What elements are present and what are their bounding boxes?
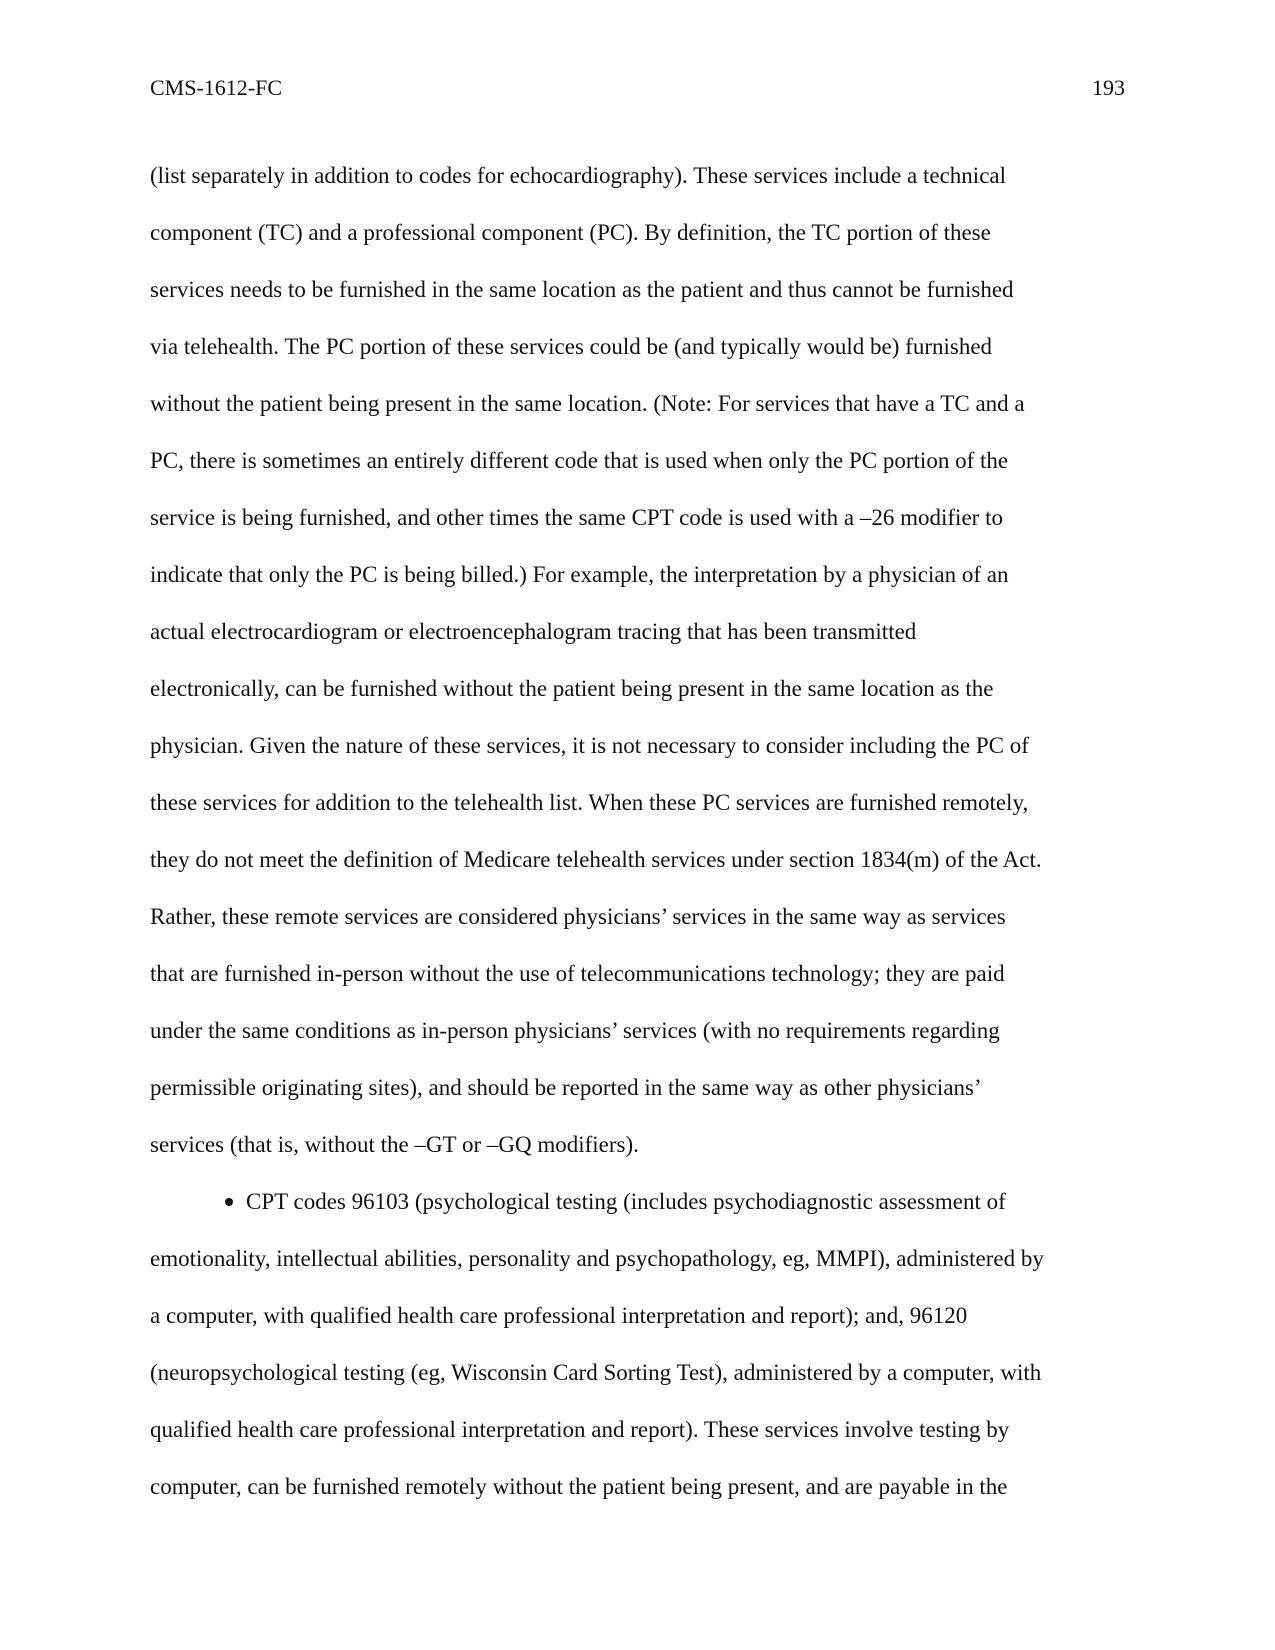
bullet-first-line [150, 1173, 1150, 1230]
text-line: without the patient being present in the same location. (Note: For services that have a TC and a [150, 391, 1025, 416]
text-line: computer, can be furnished remotely without the patient being present, and are payable in the [150, 1474, 1008, 1499]
text-line: under the same conditions as in-person physicians’ services (with no requirements regarding [150, 1018, 1000, 1043]
document-id: CMS-1612-FC [150, 75, 283, 100]
text-line: (list separately in addition to codes for echocardiography). These services include a technical [150, 163, 1006, 188]
bullet-item [150, 1173, 1150, 1515]
text-line: CPT codes 96103 (psychological testing (includes psychodiagnostic assessment of [246, 1189, 1006, 1214]
text-line: actual electrocardiogram or electroencephalogram tracing that has been transmitted [150, 619, 917, 644]
text-line: services (that is, without the –GT or –GQ modifiers). [150, 1132, 639, 1157]
text-line: service is being furnished, and other times the same CPT code is used with a –26 modifier to [150, 505, 1003, 530]
text-line: they do not meet the definition of Medicare telehealth services under section 1834(m) of the Act. [150, 847, 1042, 872]
text-line: PC, there is sometimes an entirely different code that is used when only the PC portion of the [150, 448, 1009, 473]
text-line: emotionality, intellectual abilities, personality and psychopathology, eg, MMPI), administered by [150, 1246, 1044, 1271]
text-line: that are furnished in-person without the use of telecommunications technology; they are paid [150, 961, 1005, 986]
text-line: physician. Given the nature of these services, it is not necessary to consider including the PC of [150, 733, 1029, 758]
bullet-icon [225, 1198, 233, 1206]
text-line: a computer, with qualified health care professional interpretation and report); and, 96120 [150, 1303, 968, 1328]
page-number: 193 [1092, 75, 1125, 100]
page-body [150, 147, 1150, 1515]
text-line: services needs to be furnished in the same location as the patient and thus cannot be furnished [150, 277, 1014, 302]
text-line: indicate that only the PC is being billed.) For example, the interpretation by a physician of an [150, 562, 1009, 587]
paragraph [150, 147, 1150, 1173]
text-line: via telehealth. The PC portion of these services could be (and typically would be) furnished [150, 334, 993, 359]
text-line: Rather, these remote services are considered physicians’ services in the same way as services [150, 904, 1006, 929]
text-line: these services for addition to the telehealth list. When these PC services are furnished remotely, [150, 790, 1029, 815]
text-line: component (TC) and a professional component (PC). By definition, the TC portion of these [150, 220, 991, 245]
text-line: electronically, can be furnished without the patient being present in the same location as the [150, 676, 994, 701]
text-line: (neuropsychological testing (eg, Wisconsin Card Sorting Test), administered by a computer, with [150, 1360, 1042, 1385]
text-line: qualified health care professional interpretation and report). These services involve testing by [150, 1417, 1010, 1442]
text-line: permissible originating sites), and should be reported in the same way as other physicians’ [150, 1075, 982, 1100]
